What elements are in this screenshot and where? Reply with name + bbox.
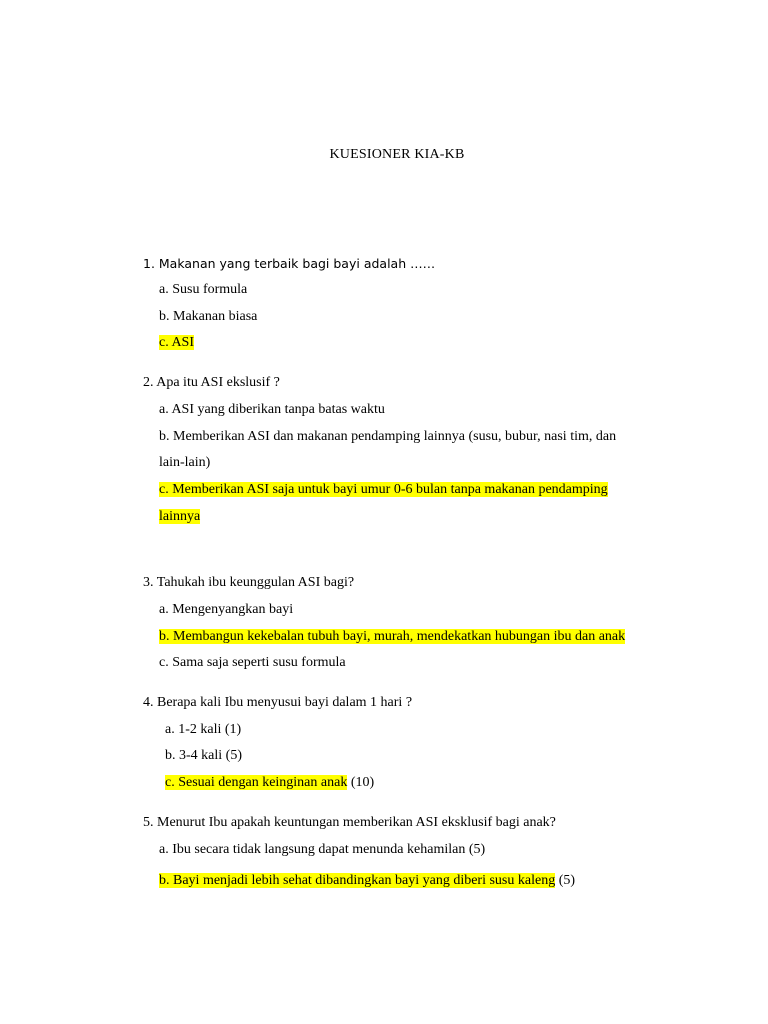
question-2-option-c-cont [159,508,200,526]
question-2-option-b: b. Memberikan ASI dan makanan pendamping lainnya (susu, bubur, nasi tim, dan [159,429,617,444]
question-2-option-b-cont: lain-lain) [159,455,211,470]
question-3: 3. Tahukah ibu keunggulan ASI bagi? [143,575,355,590]
question-1-option-b: b. Makanan biasa [159,309,258,324]
question-5-option-b [159,872,575,890]
document-title: KUESIONER KIA-KB [329,147,465,162]
question-5: 5. Menurut Ibu apakah keuntungan memberikan ASI eksklusif bagi anak? [143,815,556,830]
answer-score: (10) [347,775,375,790]
highlighted-answer: c. Memberikan ASI saja untuk bayi umur 0-6 bulan tanpa makanan pendamping [159,482,608,497]
question-3-option-a: a. Mengenyangkan bayi [159,602,294,617]
question-4-option-b: b. 3-4 kali (5) [165,748,242,763]
question-4: 4. Berapa kali Ibu menyusui bayi dalam 1 hari ? [143,695,413,710]
question-1-option-a: a. Susu formula [159,282,248,297]
highlighted-answer: lainnya [159,509,201,524]
question-1-option-c [159,334,194,352]
question-2: 2. Apa itu ASI ekslusif ? [143,375,280,390]
question-3-option-c: c. Sama saja seperti susu formula [159,655,346,670]
question-2-option-a: a. ASI yang diberikan tanpa batas waktu [159,402,385,417]
question-4-option-c [165,774,374,792]
highlighted-answer: c. Sesuai dengan keinginan anak [165,775,348,790]
highlighted-answer: b. Bayi menjadi lebih sehat dibandingkan bayi yang diberi susu kaleng [159,873,556,888]
question-3-option-b [159,628,625,646]
question-4-option-a: a. 1-2 kali (1) [165,722,242,737]
question-1: 1. Makanan yang terbaik bagi bayi adalah …… [143,256,436,271]
highlighted-answer: b. Membangun kekebalan tubuh bayi, murah, mendekatkan hubungan ibu dan anak [159,629,626,644]
answer-score: (5) [555,873,576,888]
question-5-option-a: a. Ibu secara tidak langsung dapat menunda kehamilan (5) [159,842,486,857]
question-2-option-c [159,481,608,499]
highlighted-answer: c. ASI [159,335,194,350]
